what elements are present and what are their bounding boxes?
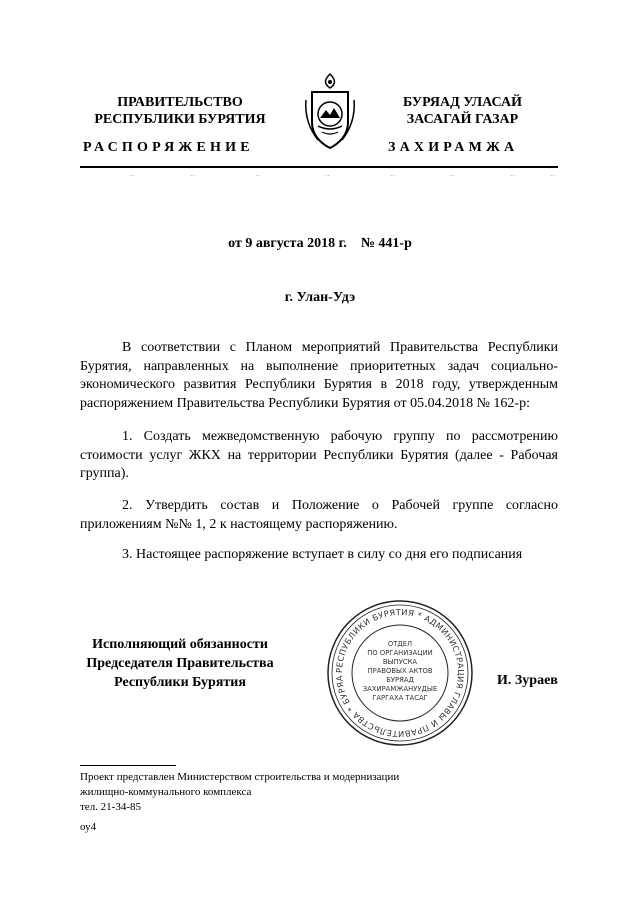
date-and-number: от 9 августа 2018 г. № 441-р (228, 236, 412, 251)
footnote-rule (80, 765, 176, 766)
header-dotted-line: ‥ ‥ ‥ ‥ ‥ ‥ ‥ ‥ (130, 170, 555, 178)
paragraph-item-1: 1. Создать межведомственную рабочую группу по рассмотрению стоимости услуг ЖКХ на территории Республики Бурятия (далее - Рабочая группа). (80, 429, 558, 481)
paragraph-item-3: 3. Настоящее распоряжение вступает в силу со дня его подписания (122, 547, 523, 562)
seal-line-3: ВЫПУСКА (382, 658, 418, 666)
seal-line-6: ЗАХИРАМЖАНУУДЫЕ (362, 685, 438, 693)
seal-line-5: БУРЯАД (386, 676, 414, 684)
city: г. Улан-Удэ (284, 290, 356, 305)
header-rule (80, 166, 558, 168)
seal-line-2: ПО ОРГАНИЗАЦИИ (367, 649, 433, 657)
coat-of-arms-icon (298, 70, 362, 156)
seal-line-4: ПРАВОВЫХ АКТОВ (367, 667, 433, 675)
seal-ring-text: РЕСПУБЛИКИ БУРЯТИЯ * АДМИНИСТРАЦИЯ ГЛАВЫ И ПРАВИТЕЛЬСТВА * БУРЯА (333, 606, 467, 740)
signatory-line-1: Исполняющий обязанности (92, 637, 268, 652)
official-seal-icon (325, 598, 475, 748)
signatory-line-3: Республики Бурятия (114, 675, 246, 690)
doc-type-left: РАСПОРЯЖЕНИЕ (83, 140, 254, 155)
header-right-line-2: ЗАСАГАЙ ГАЗАР (406, 112, 519, 127)
footnote (80, 770, 500, 815)
paragraph-item-2: 2. Утвердить состав и Положение о Рабочей группе согласно приложениям №№ 1, 2 к настоящему распоряжению. (80, 498, 558, 532)
signatory-position (80, 635, 280, 692)
document-code: оу4 (80, 821, 97, 833)
footnote-line-2: жилищно-коммунального комплекса (80, 786, 252, 798)
header-left-org (80, 94, 280, 128)
seal-line-1: ОТДЕЛ (387, 640, 413, 648)
seal-line-7: ГАРГАХА ТАСАГ (372, 694, 428, 702)
footnote-phone: тел. 21-34-85 (80, 801, 142, 813)
footnote-line-1: Проект представлен Министерством строительства и модернизации (80, 771, 400, 783)
header-left-line-1: ПРАВИТЕЛЬСТВО (117, 95, 243, 110)
header-left-line-2: РЕСПУБЛИКИ БУРЯТИЯ (94, 112, 266, 127)
paragraph-preamble: В соответствии с Планом мероприятий Правительства Республики Бурятия, направленных на выполнение приоритетных задач социально-экономического развития Республики Бурятия в 2018 году, утвержденным распоряжением Правительства Республики Бурятия от 05.04.2018 № 162-р: (80, 340, 558, 411)
header-right-line-1: БУРЯАД УЛАСАЙ (403, 95, 522, 110)
doc-type-right: ЗАХИРАМЖА (388, 140, 519, 155)
signatory-line-2: Председателя Правительства (86, 656, 274, 671)
signer-name: И. Зураев (497, 673, 558, 688)
header-right-org (385, 94, 540, 128)
